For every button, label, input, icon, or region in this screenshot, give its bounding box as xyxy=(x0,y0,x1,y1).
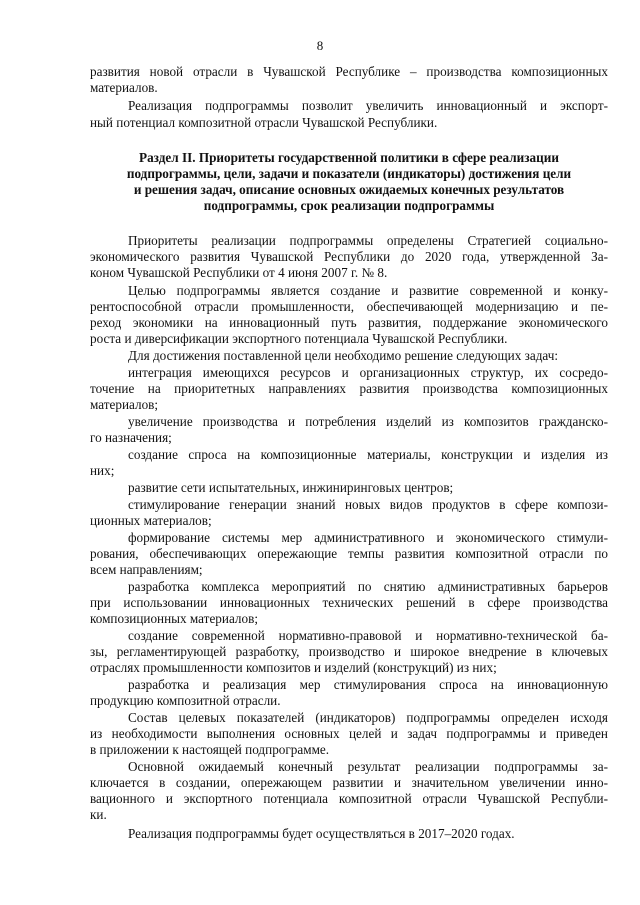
text-line: Состав целевых показателей (индикаторов) подпрограммы определен исходя xyxy=(128,710,608,725)
text-line: коном Чувашской Республики от 4 июня 2007 г. № 8. xyxy=(90,265,388,280)
text-line: Приоритеты реализации подпрограммы определены Стратегией социально- xyxy=(128,233,608,248)
text-line: роста и диверсификации экспортного потенциала Чувашской Республики. xyxy=(90,331,508,346)
text-line: Основной ожидаемый конечный результат реализации подпрограммы за- xyxy=(128,759,608,774)
heading-line: Раздел II. Приоритеты государственной политики в сфере реализации xyxy=(139,150,559,165)
text-line: реход экономики на инновационный путь развития, поддержание экономического xyxy=(90,315,608,330)
text-line: рования, обеспечивающих опережающие темпы развития композитной отрасли по xyxy=(90,546,608,561)
text-line: материалов. xyxy=(90,80,158,95)
text-line: Реализация подпрограммы будет осуществляться в 2017–2020 годах. xyxy=(128,826,515,841)
text-line: при использовании инновационных технических решений в сфере производства xyxy=(90,595,608,610)
text-line: формирование системы мер административного и экономического стимули- xyxy=(128,530,608,545)
text-line: развитие сети испытательных, инжиниринговых центров; xyxy=(128,480,454,495)
text-line: разработка комплекса мероприятий по снятию административных барьеров xyxy=(128,579,608,594)
heading-line: подпрограммы, срок реализации подпрограммы xyxy=(203,198,495,213)
text-line: Реализация подпрограммы позволит увеличить инновационный и экспорт- xyxy=(128,98,608,113)
text-line: ключается в создании, опережающем развитии и значительном увеличении инно- xyxy=(90,775,608,790)
text-line: ный потенциал композитной отрасли Чувашской Республики. xyxy=(90,115,438,130)
text-line: зы, регламентирующей разработку, производство и широкое внедрение в ключевых xyxy=(90,644,608,659)
text-line: из необходимости выполнения основных целей и задач подпрограммы и приведен xyxy=(90,726,608,741)
text-line: экономического развития Чувашской Республики до 2020 года, утвержденной За- xyxy=(90,249,608,264)
text-line: создание спроса на композиционные материалы, конструкции и изделия из xyxy=(128,447,608,462)
text-line: всем направлениям; xyxy=(90,562,203,577)
text-line: интеграция имеющихся ресурсов и организационных структур, их сосредо- xyxy=(128,365,608,380)
text-line: материалов; xyxy=(90,397,159,412)
text-line: точение на приоритетных направлениях развития производства композиционных xyxy=(90,381,608,396)
text-line: ционных материалов; xyxy=(90,513,212,528)
text-line: композиционных материалов; xyxy=(90,611,258,626)
text-line: в приложении к настоящей подпрограмме. xyxy=(90,742,330,757)
page-number: 8 xyxy=(316,38,324,53)
heading-line: и решения задач, описание основных ожидаемых конечных результатов xyxy=(133,182,565,197)
text-line: вационного и экспортного потенциала композитной отрасли Чувашской Республи- xyxy=(90,791,608,806)
text-line: разработка и реализация мер стимулирования спроса на инновационную xyxy=(128,677,608,692)
text-line: создание современной нормативно-правовой и нормативно-технической ба- xyxy=(128,628,608,643)
text-line: продукцию композитной отрасли. xyxy=(90,693,281,708)
text-line: го назначения; xyxy=(90,430,172,445)
text-line: развития новой отрасли в Чувашской Республике – производства композиционных xyxy=(90,64,608,79)
text-line: ки. xyxy=(90,807,107,822)
text-line: Для достижения поставленной цели необходимо решение следующих задач: xyxy=(128,348,559,363)
text-line: стимулирование генерации знаний новых видов продуктов в сфере компози- xyxy=(128,497,608,512)
text-line: отраслях промышленности композитов и изделий (конструкций) из них; xyxy=(90,660,497,675)
text-line: рентоспособной отрасли промышленности, обеспечивающей модернизацию и пе- xyxy=(90,299,608,314)
heading-line: подпрограммы, цели, задачи и показатели (индикаторы) достижения цели xyxy=(126,166,572,181)
text-line: увеличение производства и потребления изделий из композитов гражданско- xyxy=(128,414,608,429)
text-line: них; xyxy=(90,463,115,478)
text-line: Целью подпрограммы является создание и развитие современной и конку- xyxy=(128,283,608,298)
